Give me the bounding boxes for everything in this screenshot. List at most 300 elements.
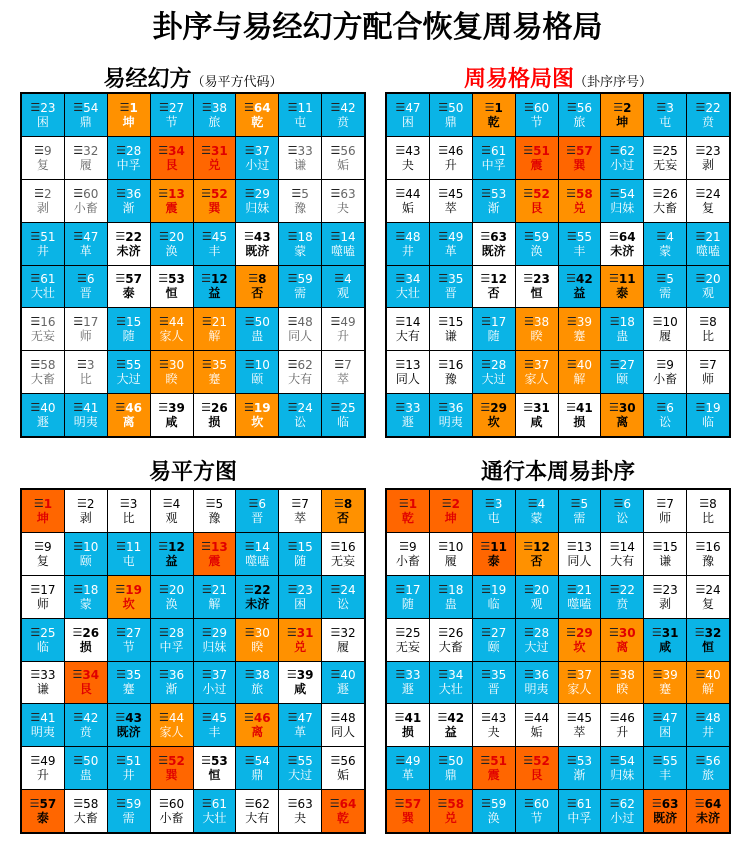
hexagram-cell [22, 619, 64, 661]
cell-header [699, 497, 717, 511]
cell-header [399, 497, 417, 511]
hexagram-number: 54 [83, 100, 99, 115]
hexagram-name: 井 [702, 725, 715, 740]
trigram-icon: ☰ [437, 711, 447, 725]
hexagram-name: 泰 [36, 811, 49, 826]
hexagram-cell [687, 490, 729, 532]
trigram-icon: ☰ [695, 711, 705, 725]
trigram-icon: ☰ [656, 272, 666, 286]
trigram-icon: ☰ [244, 401, 253, 415]
hexagram-cell [687, 662, 729, 704]
hexagram-number: 6 [666, 401, 674, 416]
hexagram-cell [322, 223, 364, 265]
hexagram-name: 大过 [524, 639, 549, 654]
trigram-icon: ☰ [609, 143, 619, 157]
hexagram-number: 63 [661, 797, 679, 812]
hexagram-number: 62 [254, 797, 270, 812]
trigram-icon: ☰ [201, 668, 211, 682]
cell-header [524, 358, 549, 372]
hexagram-cell [322, 704, 364, 746]
hexagram-number: 39 [662, 668, 678, 683]
hexagram-name: 夬 [487, 725, 500, 740]
hexagram-cell [601, 576, 643, 618]
hexagram-cell [644, 576, 686, 618]
cell-header [610, 315, 635, 329]
hexagram-cell [601, 533, 643, 575]
hexagram-number: 49 [405, 754, 421, 769]
hexagram-cell [151, 704, 193, 746]
hexagram-name: 坎 [251, 415, 264, 430]
trigram-icon: ☰ [566, 582, 576, 596]
hexagram-cell [279, 394, 321, 436]
trigram-icon: ☰ [395, 582, 405, 596]
hexagram-cell [322, 137, 364, 179]
hexagram-number: 4 [537, 496, 546, 511]
hexagram-name: 升 [616, 725, 629, 740]
hexagram-number: 17 [40, 582, 56, 597]
hexagram-name: 蛊 [616, 329, 629, 344]
hexagram-number: 56 [705, 754, 721, 769]
trigram-icon: ☰ [481, 711, 490, 725]
hexagram-name: 困 [659, 725, 672, 740]
hexagram-cell [236, 662, 278, 704]
hexagram-cell [644, 180, 686, 222]
hexagram-number: 50 [254, 315, 270, 330]
hexagram-cell [65, 747, 107, 789]
hexagram-cell [236, 747, 278, 789]
cell-header [288, 358, 313, 372]
hexagram-cell [601, 223, 643, 265]
hexagram-number: 52 [533, 754, 550, 769]
trigram-icon: ☰ [162, 496, 172, 510]
hexagram-name: 比 [79, 372, 92, 387]
hexagram-name: 否 [251, 286, 264, 301]
hexagram-name: 泰 [487, 553, 500, 568]
hexagram-name: 大有 [395, 329, 420, 344]
trigram-icon: ☰ [30, 401, 40, 415]
hexagram-cell [65, 137, 107, 179]
trigram-icon: ☰ [244, 754, 254, 768]
hexagram-cell [473, 790, 515, 832]
cell-header [73, 230, 98, 244]
trigram-icon: ☰ [201, 358, 211, 372]
hexagram-cell [22, 662, 64, 704]
hexagram-name: 既济 [116, 725, 141, 740]
cell-header [438, 583, 463, 597]
trigram-icon: ☰ [291, 496, 301, 510]
hexagram-number: 26 [211, 401, 228, 416]
cell-header [695, 626, 722, 640]
cell-header [158, 540, 185, 554]
trigram-icon: ☰ [566, 797, 576, 811]
hexagram-name: 艮 [530, 200, 543, 215]
hexagram-name: 同人 [331, 725, 356, 740]
trigram-icon: ☰ [395, 358, 405, 372]
hexagram-name: 蛊 [444, 596, 457, 611]
trigram-icon: ☰ [523, 358, 533, 372]
page-title: 卦序与易经幻方配合恢复周易格局 [152, 10, 603, 45]
hexagram-cell [559, 576, 601, 618]
cell-header [159, 583, 184, 597]
trigram-icon: ☰ [30, 100, 40, 114]
hexagram-cell [22, 747, 64, 789]
cell-header [330, 540, 355, 554]
hexagram-name: 谦 [294, 157, 307, 172]
hexagram-name: 小过 [245, 157, 270, 172]
hexagram-name: 蒙 [659, 243, 672, 258]
hexagram-name: 萃 [337, 372, 350, 387]
trigram-icon: ☰ [330, 401, 340, 415]
hexagram-number: 45 [576, 711, 593, 726]
hexagram-cell [322, 351, 364, 393]
hexagram-name: 小畜 [653, 372, 678, 387]
cell-header [202, 230, 227, 244]
hexagram-name: 蒙 [530, 510, 543, 525]
hexagram-cell [279, 351, 321, 393]
trigram-icon: ☰ [395, 229, 405, 243]
hexagram-number: 44 [533, 711, 550, 726]
hexagram-cell [559, 308, 601, 350]
hexagram-cell [687, 533, 729, 575]
cell-header [159, 797, 184, 811]
hexagram-number: 39 [168, 401, 185, 416]
cell-header [609, 626, 636, 640]
hexagram-cell [559, 137, 601, 179]
cell-header [480, 230, 507, 244]
hexagram-number: 19 [253, 401, 271, 416]
trigram-icon: ☰ [116, 625, 125, 639]
trigram-icon: ☰ [30, 229, 40, 243]
hexagram-cell [322, 619, 364, 661]
hexagram-cell [236, 704, 278, 746]
hexagram-cell [430, 308, 472, 350]
trigram-icon: ☰ [158, 539, 168, 553]
hexagram-number: 57 [404, 797, 422, 812]
hexagram-number: 48 [405, 229, 421, 244]
hexagram-number: 14 [340, 229, 356, 244]
hexagram-name: 晋 [444, 286, 457, 301]
trigram-icon: ☰ [484, 100, 494, 114]
trigram-icon: ☰ [244, 143, 254, 157]
hexagram-number: 49 [40, 754, 56, 769]
hexagram-name: 兑 [444, 811, 457, 826]
hexagram-name: 否 [337, 510, 350, 525]
hexagram-cell [559, 351, 601, 393]
hexagram-number: 56 [576, 100, 593, 115]
hexagram-number: 36 [533, 668, 550, 683]
hexagram-name: 随 [294, 553, 307, 568]
hexagram-number: 32 [704, 625, 722, 640]
hexagram-name: 中孚 [116, 157, 141, 172]
cell-header [30, 101, 55, 115]
hexagram-name: 渐 [122, 200, 135, 215]
hexagram-cell [387, 394, 429, 436]
trigram-icon: ☰ [201, 711, 211, 725]
trigram-icon: ☰ [609, 186, 619, 200]
trigram-icon: ☰ [609, 754, 619, 768]
hexagram-cell [322, 533, 364, 575]
hexagram-cell [236, 137, 278, 179]
trigram-icon: ☰ [287, 229, 297, 243]
hexagram-cell [430, 394, 472, 436]
hexagram-name: 小过 [610, 811, 635, 826]
cell-header [566, 401, 593, 415]
hexagram-number: 4 [344, 272, 352, 287]
hexagram-number: 61 [576, 797, 593, 812]
hexagram-number: 59 [490, 797, 507, 812]
hexagram-cell [151, 351, 193, 393]
hexagram-cell [22, 351, 64, 393]
hexagram-cell [644, 223, 686, 265]
hexagram-number: 11 [490, 539, 507, 554]
hexagram-cell [516, 662, 558, 704]
trigram-icon: ☰ [481, 186, 490, 200]
cell-header [567, 358, 592, 372]
trigram-icon: ☰ [244, 315, 254, 329]
hexagram-cell [194, 490, 236, 532]
hexagram-cell [473, 490, 515, 532]
cell-header [610, 187, 635, 201]
trigram-icon: ☰ [201, 272, 211, 286]
cell-header [288, 711, 313, 725]
hexagram-name: 兑 [573, 200, 586, 215]
hexagram-cell [151, 790, 193, 832]
cell-header [330, 797, 357, 811]
hexagram-number: 48 [340, 711, 356, 726]
hexagram-number: 30 [618, 625, 636, 640]
trigram-icon: ☰ [523, 143, 533, 157]
cell-header [438, 668, 463, 682]
hexagram-name: 大过 [288, 768, 313, 783]
hexagram-number: 8 [709, 315, 717, 330]
hexagram-name: 噬嗑 [331, 243, 356, 258]
hexagram-cell [516, 790, 558, 832]
cell-header [571, 497, 589, 511]
hexagram-name: 困 [401, 114, 414, 129]
hexagram-name: 观 [165, 510, 178, 525]
cell-header [485, 497, 503, 511]
hexagram-number: 52 [533, 186, 550, 201]
hexagram-name: 谦 [659, 553, 672, 568]
cell-header [30, 711, 55, 725]
trigram-icon: ☰ [158, 100, 168, 114]
trigram-icon: ☰ [33, 496, 43, 510]
hexagram-cell [194, 180, 236, 222]
trigram-icon: ☰ [695, 582, 705, 596]
hexagram-cell [22, 790, 64, 832]
trigram-icon: ☰ [158, 754, 168, 768]
cell-header [695, 668, 720, 682]
hexagram-cell [516, 180, 558, 222]
trigram-icon: ☰ [30, 711, 40, 725]
hexagram-cell [65, 94, 107, 136]
trigram-icon: ☰ [201, 582, 211, 596]
hexagram-name: 中孚 [567, 811, 592, 826]
cell-header [438, 754, 463, 768]
cell-header [30, 358, 55, 372]
hexagram-name: 遯 [401, 682, 414, 697]
cell-header [656, 497, 674, 511]
trigram-icon: ☰ [201, 797, 211, 811]
hexagram-cell [687, 394, 729, 436]
hexagram-number: 1 [43, 496, 53, 511]
hexagram-name: 升 [444, 157, 457, 172]
cell-header [395, 754, 420, 768]
trigram-icon: ☰ [158, 143, 168, 157]
hexagram-number: 53 [211, 754, 228, 769]
hexagram-cell [194, 747, 236, 789]
hexagram-name: 大壮 [438, 682, 463, 697]
hexagram-number: 19 [125, 582, 142, 597]
trigram-icon: ☰ [395, 754, 405, 768]
cell-header [695, 101, 720, 115]
hexagram-number: 23 [40, 100, 56, 115]
hexagram-name: 姤 [401, 200, 414, 215]
hexagram-number: 19 [490, 582, 507, 597]
hexagram-number: 36 [168, 668, 185, 683]
trigram-icon: ☰ [695, 229, 705, 243]
hexagram-number: 9 [666, 358, 674, 373]
hexagram-cell [387, 137, 429, 179]
hexagram-number: 17 [490, 315, 507, 330]
hexagram-number: 63 [297, 797, 313, 812]
hexagram-name: 井 [122, 768, 135, 783]
hexagram-cell [108, 790, 150, 832]
trigram-icon: ☰ [158, 272, 168, 286]
hexagram-cell [279, 94, 321, 136]
cell-header [653, 754, 678, 768]
trigram-icon: ☰ [523, 315, 533, 329]
hexagram-name: 旅 [702, 768, 715, 783]
hexagram-number: 47 [297, 711, 313, 726]
hexagram-name: 坎 [487, 415, 500, 430]
cell-header [438, 358, 463, 372]
hexagram-number: 33 [405, 401, 421, 416]
cell-header [523, 540, 550, 554]
hexagram-name: 睽 [530, 329, 543, 344]
cell-header [244, 583, 271, 597]
trigram-icon: ☰ [480, 401, 490, 415]
hexagram-cell [108, 223, 150, 265]
trigram-icon: ☰ [570, 496, 580, 510]
cell-header [30, 583, 55, 597]
hexagram-name: 乾 [251, 114, 264, 129]
trigram-icon: ☰ [609, 797, 619, 811]
hexagram-cell [322, 394, 364, 436]
trigram-icon: ☰ [77, 496, 86, 510]
hexagram-name: 坤 [616, 114, 629, 129]
hexagram-cell [65, 704, 107, 746]
cell-header [249, 497, 267, 511]
trigram-icon: ☰ [158, 186, 168, 200]
hexagram-cell [65, 490, 107, 532]
hexagram-number: 47 [83, 229, 99, 244]
hexagram-cell [473, 394, 515, 436]
hexagram-number: 41 [83, 401, 99, 416]
hexagram-name: 贲 [702, 114, 715, 129]
hexagram-cell [22, 308, 64, 350]
cell-header [158, 754, 185, 768]
cell-header [567, 230, 592, 244]
hexagram-name: 恒 [702, 639, 715, 654]
trigram-icon: ☰ [201, 229, 211, 243]
hexagram-cell [279, 533, 321, 575]
hexagram-name: 巽 [208, 200, 221, 215]
cell-header [30, 401, 55, 415]
hexagram-name: 大畜 [653, 200, 678, 215]
cell-header [115, 583, 142, 597]
hexagram-number: 58 [447, 797, 465, 812]
trigram-icon: ☰ [115, 272, 125, 286]
hexagram-name: 旅 [251, 682, 264, 697]
trigram-icon: ☰ [651, 797, 661, 811]
cell-header [73, 401, 98, 415]
hexagram-name: 颐 [251, 372, 264, 387]
hexagram-cell [236, 490, 278, 532]
hexagram-name: 咸 [659, 639, 672, 654]
cell-header [395, 583, 420, 597]
hexagram-number: 21 [211, 315, 228, 330]
cell-header [481, 711, 506, 725]
hexagram-cell [194, 223, 236, 265]
hexagram-number: 35 [211, 358, 228, 373]
trigram-icon: ☰ [73, 797, 83, 811]
trigram-icon: ☰ [287, 401, 297, 415]
hexagram-cell [644, 747, 686, 789]
hexagram-name: 噬嗑 [245, 553, 270, 568]
hexagram-name: 蛊 [251, 329, 264, 344]
trigram-icon: ☰ [287, 143, 297, 157]
cell-header [481, 358, 506, 372]
cell-header [30, 668, 55, 682]
cell-header [523, 272, 550, 286]
trigram-icon: ☰ [566, 668, 576, 682]
cell-header [656, 358, 674, 372]
hexagram-cell [151, 94, 193, 136]
hexagram-number: 51 [533, 143, 550, 158]
hexagram-name: 贲 [79, 725, 92, 740]
trigram-icon: ☰ [334, 358, 344, 372]
cell-header [438, 626, 463, 640]
hexagram-number: 37 [254, 143, 270, 158]
cell-header [656, 230, 674, 244]
hexagram-number: 29 [211, 625, 228, 640]
hexagram-cell [194, 266, 236, 308]
hexagram-number: 55 [662, 754, 678, 769]
hexagram-cell [65, 266, 107, 308]
hexagram-number: 32 [83, 143, 99, 158]
hexagram-name: 需 [573, 510, 586, 525]
hexagram-name: 同人 [567, 553, 592, 568]
hexagram-number: 43 [490, 711, 507, 726]
hexagram-cell [387, 619, 429, 661]
trigram-icon: ☰ [695, 143, 705, 157]
hexagram-name: 家人 [567, 682, 592, 697]
hexagram-cell [687, 704, 729, 746]
hexagram-number: 26 [662, 186, 678, 201]
hexagram-cell [108, 394, 150, 436]
cell-header [438, 797, 465, 811]
cell-header [653, 187, 678, 201]
hexagram-number: 2 [86, 496, 95, 511]
hexagram-name: 升 [337, 329, 350, 344]
hexagram-name: 大畜 [438, 639, 463, 654]
hexagram-number: 40 [40, 401, 56, 416]
trigram-icon: ☰ [34, 539, 44, 553]
grid-yi-square [20, 488, 366, 834]
hexagram-number: 49 [340, 315, 356, 330]
hexagram-number: 43 [253, 229, 271, 244]
